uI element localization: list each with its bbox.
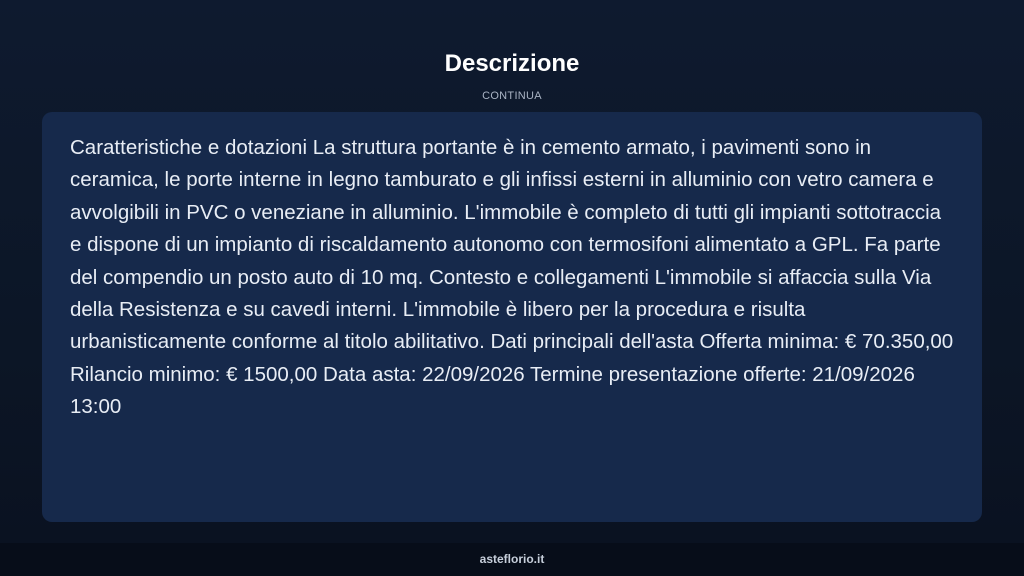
continue-label[interactable]: CONTINUA — [482, 90, 542, 102]
page-title: Descrizione — [444, 50, 580, 77]
description-card — [42, 112, 982, 522]
description-text: Caratteristiche e dotazioni La struttura portante è in cemento armato, i pavimenti sono in ceramica, le porte interne in legno tamburato e gli infissi esterni in alluminio con vetro camera e avvolgibili in PVC o veneziane in alluminio. L'immobile è completo di tutti gli impianti sottotraccia e dispone di un impianto di riscaldamento autonomo con termosifoni alimentato a GPL. Fa parte del compendio un posto auto di 10 mq. Contesto e collegamenti L'immobile si affaccia sulla Via della Resistenza e su cavedi interni. L'immobile è libero per la procedura e risulta urbanisticamente conforme al titolo abilitativo. Dati principali dell'asta Offerta minima: € 70.350,00 Rilancio minimo: € 1500,00 Data asta: 22/09/2026 Termine presentazione offerte: 21/09/2026 13:00 — [70, 136, 954, 419]
footer-bar — [0, 543, 1024, 576]
footer-site-label: asteflorio.it — [479, 552, 545, 566]
